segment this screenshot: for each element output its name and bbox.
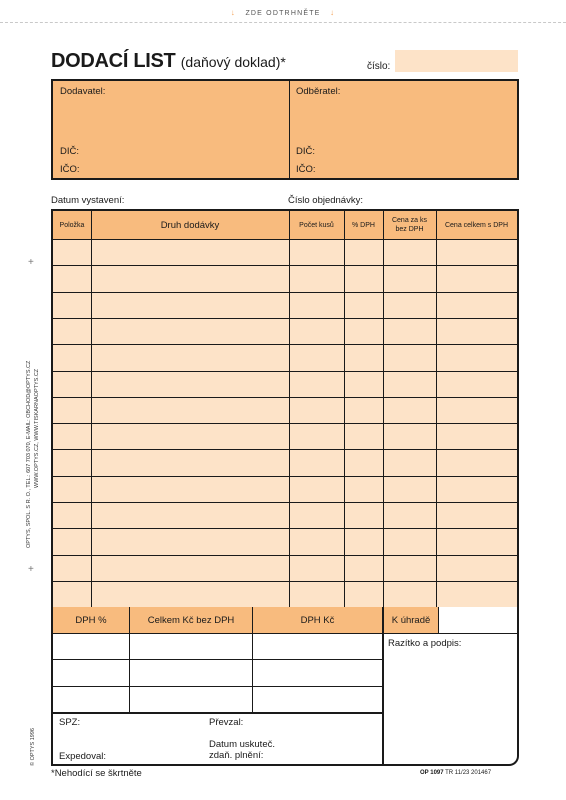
col-divider [436, 211, 437, 607]
number-field[interactable] [395, 50, 518, 72]
col-header-unit-price: Cena za ks bez DPH [391, 217, 428, 233]
col-divider [129, 607, 130, 713]
amount-due-field[interactable] [438, 607, 517, 633]
number-label: číslo: [367, 61, 391, 72]
table-row-divider [53, 555, 517, 556]
title-main: DODACÍ LIST [51, 50, 176, 72]
supplier-ico-label: IČO: [60, 164, 80, 175]
items-table [51, 209, 519, 609]
footnote: *Nehodící se škrtněte [51, 768, 142, 779]
table-row-divider [53, 265, 517, 266]
col-header-total-price: Cena celkem s DPH [444, 221, 509, 229]
side-company-info: OPTYS, SPOL. S R. O., TEL.: 607 703 070, E-MAIL: OBCHOD@OPTYS.CZ [26, 360, 32, 548]
form-code-line [420, 770, 491, 776]
col-divider [252, 607, 253, 713]
issue-date-label: Datum vystavení: [51, 195, 125, 206]
customer-ico-label: IČO: [296, 164, 316, 175]
col-divider [344, 211, 345, 607]
dispatched-by-label: Expedoval: [59, 751, 107, 762]
document-title [51, 50, 286, 73]
summary-header-vat-amount: DPH Kč [253, 607, 382, 633]
table-row-divider [53, 449, 517, 450]
parties-divider [289, 81, 290, 178]
tear-off-label [222, 8, 344, 17]
row-divider [53, 659, 382, 660]
arrow-down-icon: ↓ [329, 8, 336, 17]
col-divider [91, 211, 92, 607]
col-header-vat-rate: % DPH [352, 221, 375, 229]
received-by-label: Převzal: [209, 717, 244, 728]
form-meta: TR 11/23 201467 [445, 770, 492, 776]
row-divider [53, 686, 382, 687]
row-divider [53, 712, 382, 714]
parties-box [51, 79, 519, 180]
table-row-divider [53, 292, 517, 293]
table-row-divider [53, 397, 517, 398]
supplier-label: Dodavatel: [60, 86, 106, 97]
taxable-date-label [209, 739, 275, 761]
table-row-divider [53, 318, 517, 319]
table-row-divider [53, 344, 517, 345]
summary-header-vat-rate: DPH % [53, 607, 129, 633]
table-row-divider [53, 476, 517, 477]
table-row-divider [53, 581, 517, 582]
col-divider [383, 211, 384, 607]
side-web-info: WWW.OPTYS.CZ, WWW.TISKARNAOPTYS.CZ [34, 368, 40, 488]
tear-off-text: ZDE ODTRHNĚTE [245, 10, 321, 17]
summary-header-amount-due: K úhradě [384, 607, 438, 633]
taxable-date-label-line2: zdaň. plnění: [209, 750, 264, 761]
taxable-date-label-line1: Datum uskuteč. [209, 739, 275, 750]
col-header-item: Položka [59, 221, 85, 229]
spz-label: SPZ: [59, 717, 81, 728]
col-divider [289, 211, 290, 607]
row-divider [53, 633, 517, 634]
customer-dic-label: DIČ: [296, 146, 315, 157]
form-code: OP 1097 [420, 770, 444, 776]
margin-plus-mark: + [28, 564, 34, 575]
order-number-label: Číslo objednávky: [288, 195, 363, 206]
summary-header-net-total: Celkem Kč bez DPH [130, 607, 252, 633]
margin-plus-mark: + [28, 257, 34, 268]
table-row-divider [53, 502, 517, 503]
title-subtitle: (daňový doklad)* [180, 54, 286, 70]
col-header-description: Druh dodávky [160, 219, 220, 231]
tear-off-line [0, 22, 566, 23]
customer-label: Odběratel: [296, 86, 341, 97]
col-divider [382, 607, 384, 764]
supplier-dic-label: DIČ: [60, 146, 79, 157]
summary-section [51, 607, 519, 766]
side-copyright: © OPTYS 1996 [30, 728, 36, 766]
col-header-quantity: Počet kusů [299, 221, 334, 229]
arrow-down-icon: ↓ [230, 8, 236, 17]
table-row-divider [53, 423, 517, 424]
table-row-divider [53, 371, 517, 372]
table-row-divider [53, 528, 517, 529]
stamp-signature-label: Razítko a podpis: [388, 638, 462, 649]
